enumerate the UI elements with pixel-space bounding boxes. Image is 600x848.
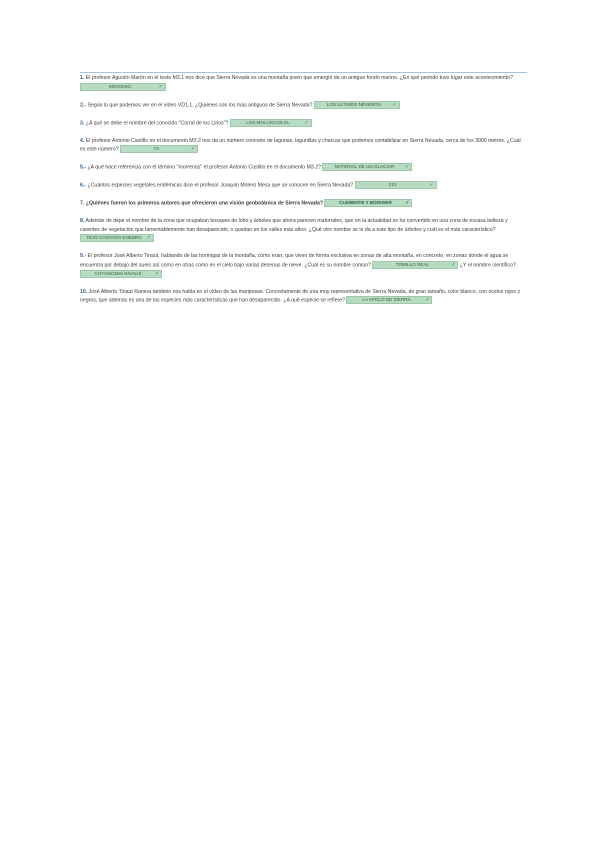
top-divider bbox=[80, 72, 527, 73]
question-number: 5.- bbox=[80, 164, 87, 171]
answer-value: MIOCENO bbox=[109, 83, 131, 89]
question-number: 10. bbox=[80, 288, 88, 295]
answer-select[interactable] bbox=[324, 199, 412, 207]
question-followup-text: ¿Y el nombre científico? bbox=[459, 262, 516, 269]
question-text: ¿Cuántos especies vegetales endémicas dice el profesor Joaquín Molero Mesa que se conocen en Sierra Nevada? bbox=[87, 182, 354, 189]
answer-select[interactable] bbox=[372, 261, 458, 269]
question-2 bbox=[80, 101, 526, 110]
answer-input[interactable] bbox=[355, 181, 437, 189]
check-icon: ✓ bbox=[429, 182, 434, 189]
question-5 bbox=[80, 163, 526, 172]
check-icon: ✓ bbox=[405, 200, 410, 206]
answer-input[interactable] bbox=[120, 145, 198, 153]
question-text: ¿A qué hace referencia con el término "morrenas" el profesor Antonio Castillo en el documento M3.2? bbox=[87, 164, 322, 171]
check-icon: ✓ bbox=[158, 83, 163, 90]
answer-select[interactable] bbox=[322, 163, 412, 171]
check-icon: ✓ bbox=[304, 119, 309, 126]
question-number: 1. bbox=[80, 75, 85, 81]
check-icon: ✓ bbox=[146, 235, 151, 242]
question-number: 9.- bbox=[80, 253, 87, 260]
answer-value: TEJO CASTAÑO ENEBRO bbox=[86, 235, 142, 241]
check-icon: ✓ bbox=[425, 297, 430, 304]
question-3 bbox=[80, 119, 526, 128]
question-number: 3. bbox=[80, 119, 85, 126]
answer-select[interactable] bbox=[80, 234, 154, 242]
check-icon: ✓ bbox=[392, 101, 397, 108]
question-text: El profesor José Alberto Tinaut, hablando de las hormigas de la montaña, cómo eran, que viven de forma exclusiva en zonas de alta montaña, en concreto, en zonas donde el agua se encuentra por debajo del suelo así como en otras como en el cielo bajo varias decenas de nieve. ¿Cuál es su nombre común? bbox=[80, 253, 509, 269]
question-text: Además de dejar el nombre de la zona que ocupaban bosques de lobo y árboles que ahora parecen matorrales, que en la actualidad se ha convertido en una zona de escasa belleza y carentes de vegetación que lamentablemente han desaparecido, o quedan en los valles más altos: ¿Qué otro nombre se le da a este tipo de árboles y cuál es el más característico? bbox=[80, 217, 508, 233]
question-9 bbox=[80, 252, 526, 279]
question-number: 6.- bbox=[80, 182, 87, 189]
quiz-content bbox=[80, 74, 526, 314]
check-icon: ✓ bbox=[154, 270, 159, 277]
question-number: 7. bbox=[80, 200, 85, 207]
check-icon: ✓ bbox=[190, 146, 196, 153]
question-number: 2.- bbox=[80, 101, 87, 108]
answer-select-2[interactable] bbox=[80, 270, 162, 278]
question-1 bbox=[80, 74, 526, 92]
question-text: Según lo que podemos ver en el vídeo VD1.1, ¿Quiénes son los más antiguos de Sierra Nevada? bbox=[87, 101, 313, 108]
answer-value: MATERIAL DE UN GLACIAR bbox=[334, 164, 395, 170]
answer-value: 210 bbox=[388, 182, 397, 188]
answer-value: LA APOLO DE SIERRA bbox=[362, 297, 411, 303]
check-icon: ✓ bbox=[451, 261, 456, 268]
question-text: ¿Quiénes fueron los primeros autores que ofrecieron una visión geobotánica de Sierra Nevada? bbox=[85, 200, 324, 207]
answer-value: CLEMENTE Y BOISSIER bbox=[339, 200, 392, 205]
question-7 bbox=[80, 199, 526, 208]
answer-select[interactable] bbox=[80, 83, 166, 91]
question-number: 8. bbox=[80, 217, 85, 224]
question-text: José Alberto Tinaut Ranera también nos habla en el vídeo de las mariposas. Concretamente de una muy representativa de Sierra Nevada, de gran tamaño, color blanco, con ocelos rojos y negros, que además es una de las especies más características que han desaparecido. ¿A qué especie se refiere? bbox=[80, 288, 521, 304]
question-number: 4. bbox=[80, 137, 85, 144]
answer-value: LOS MOLUSCOS EL bbox=[246, 119, 290, 125]
question-text: El profesor Agustín Martín en el texto M3.1 nos dice que Sierra Nevada es una montaña joven que emergió de un antiguo fondo marino. ¿En qué periodo tuvo lugar este acontecimiento? bbox=[85, 75, 513, 81]
check-icon: ✓ bbox=[405, 164, 410, 171]
question-4 bbox=[80, 137, 526, 155]
question-text: ¿A qué se debe el nombre del conocido "Corral de los Lirios"? bbox=[85, 119, 229, 126]
question-6 bbox=[80, 181, 526, 190]
answer-value: 74 bbox=[153, 146, 159, 152]
answer-value: CHYONOMIS NIVALIS bbox=[94, 270, 142, 276]
answer-select[interactable] bbox=[346, 296, 432, 304]
answer-select[interactable] bbox=[230, 119, 312, 127]
answer-value: LOS ÚLTIMOS NEVEROS bbox=[326, 101, 382, 107]
question-text: El profesor Antonio Castillo en el documento M3.2 nos da un número concreto de lagunas, lagunillas y charcas que podemos contabilizar en Sierra Nevada, cerca de los 3000 metros. ¿Cuál es este número? bbox=[80, 137, 521, 153]
answer-value: TOMILLO REAL bbox=[395, 261, 430, 267]
question-8 bbox=[80, 217, 526, 243]
question-10 bbox=[80, 288, 526, 306]
answer-select[interactable] bbox=[314, 101, 400, 109]
